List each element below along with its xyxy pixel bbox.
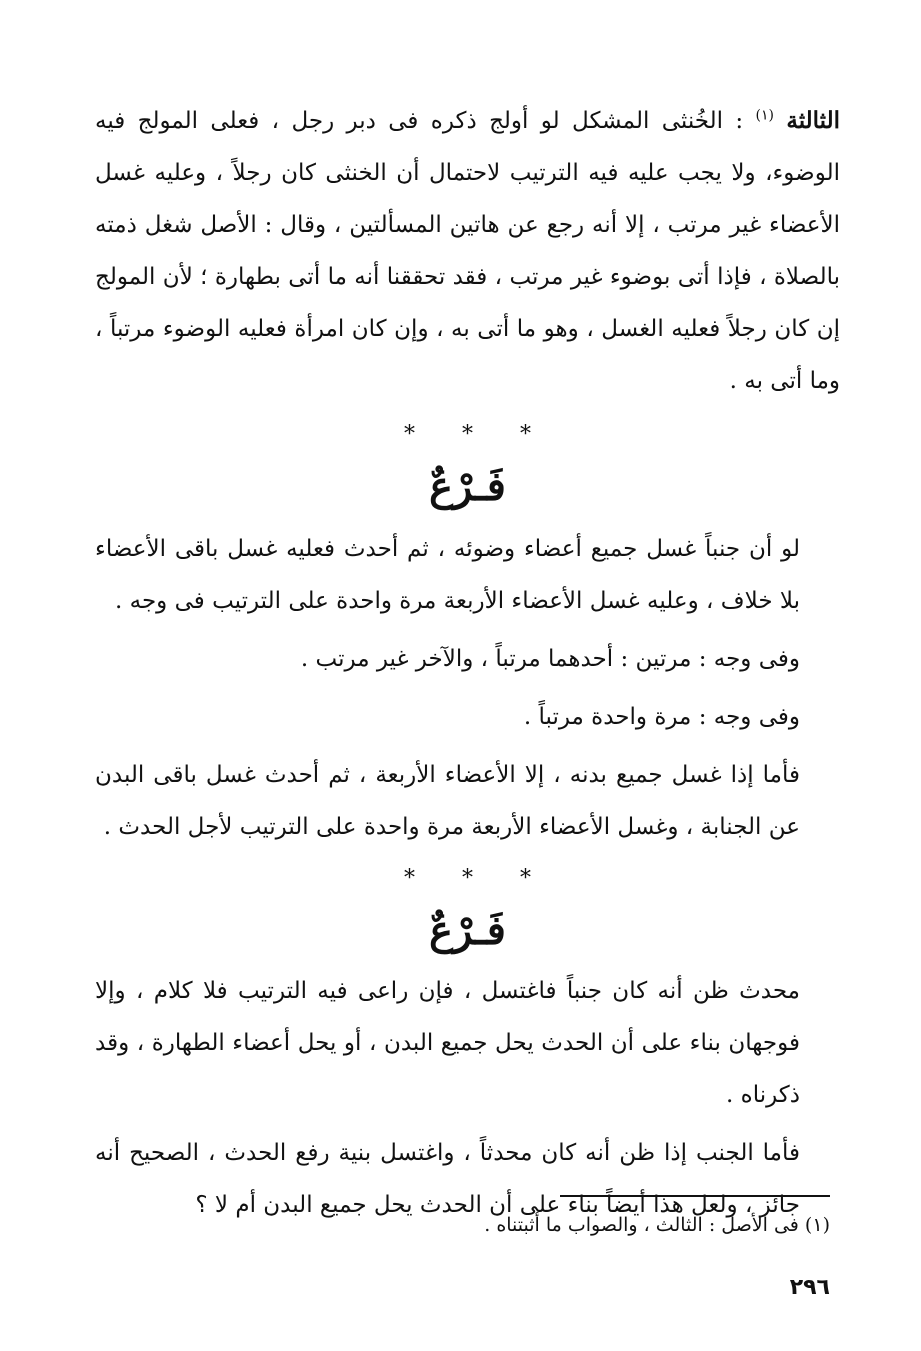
- paragraph: فأما الجنب إذا ظن أنه كان محدثاً ، واغتسل بنية رفع الحدث ، الصحيح أنه جائز ، ولعل هذا أيضاً بناء على أن الحدث يحل جميع البدن أم لا ؟: [95, 1140, 800, 1218]
- section-far-1: [95, 523, 840, 853]
- paragraph: [95, 95, 840, 407]
- section-separator: * * *: [404, 866, 531, 891]
- section-separator: * * *: [404, 422, 531, 447]
- paragraph: محدث ظن أنه كان جنباً فاغتسل ، فإن راعى فيه الترتيب فلا كلام ، وإلا فوجهان بناء على أن الحدث يحل جميع البدن ، أو يحل أعضاء الطهارة ، وقد ذكرناه .: [95, 978, 800, 1108]
- section-far-2: [95, 965, 840, 1231]
- paragraph-text: : الخُنثى المشكل لو أولج ذكره فى دبر رجل ، فعلى المولج فيه الوضوء، ولا يجب عليه فيه الترتيب لاحتمال أن الخنثى كان رجلاً ، وعليه غسل الأعضاء غير مرتب ، إلا أنه رجع عن هاتين المسألتين ، وقال : الأصل شغل ذمته بالصلاة ، فإذا أتى بوضوء غير مرتب ، فقد تحققنا أنه ما أتى بطهارة ؛ لأن المولج إن كان رجلاً فعليه الغسل ، وهو ما أتى به ، وإن كان امرأة فعليه الوضوء مرتباً ، وما أتى به .: [95, 108, 840, 394]
- section-third-case: [95, 95, 840, 407]
- section-heading-far: فَـرْعٌ: [429, 463, 506, 510]
- section-heading-far: فَـرْعٌ: [429, 907, 506, 954]
- page-number: ٢٩٦: [789, 1275, 830, 1300]
- footnote-reference[interactable]: (١): [755, 107, 774, 124]
- paragraph: وفى وجه : مرة واحدة مرتباً .: [523, 704, 800, 730]
- footnote-divider: [560, 1195, 830, 1197]
- case-label: الثالثة: [786, 107, 841, 134]
- paragraph: لو أن جنباً غسل جميع أعضاء وضوئه ، ثم أحدث فعليه غسل باقى الأعضاء بلا خلاف ، وعليه غسل الأعضاء الأربعة مرة واحدة على الترتيب فى وجه .: [95, 536, 800, 614]
- paragraph: وفى وجه : مرتين : أحدهما مرتباً ، والآخر غير مرتب .: [300, 646, 800, 672]
- footnote: (١) فى الأصل : الثالث ، والصواب ما أثبتناه .: [484, 1214, 830, 1236]
- book-page: [95, 95, 840, 1325]
- paragraph: فأما إذا غسل جميع بدنه ، إلا الأعضاء الأربعة ، ثم أحدث غسل باقى البدن عن الجنابة ، وغسل الأعضاء الأربعة مرة واحدة على الترتيب لأجل الحدث .: [95, 762, 800, 840]
